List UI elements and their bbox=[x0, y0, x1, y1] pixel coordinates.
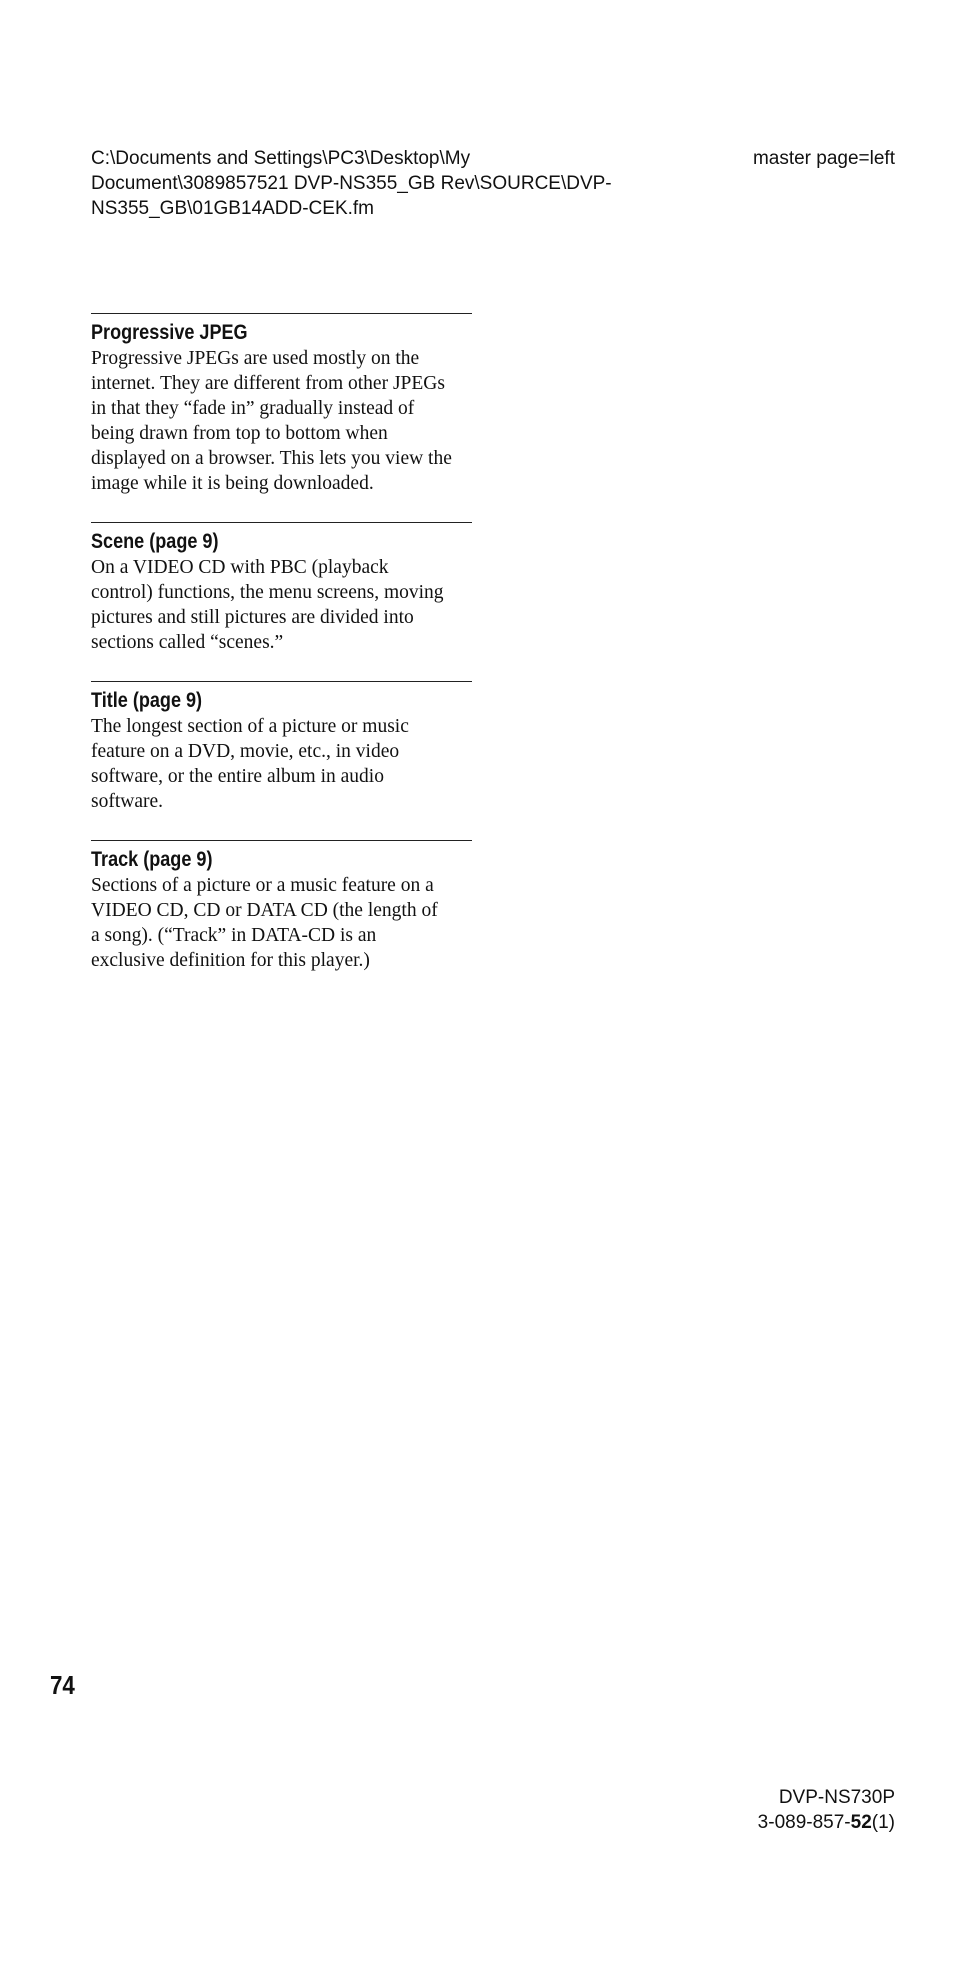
entry-line: Sections of a picture or a music feature on a bbox=[91, 875, 434, 896]
glossary-entry-track bbox=[91, 840, 472, 973]
entry-line: sections called “scenes.” bbox=[91, 632, 284, 653]
entry-line: being drawn from top to bottom when bbox=[91, 423, 388, 444]
entry-line: software. bbox=[91, 791, 164, 812]
entry-line: On a VIDEO CD with PBC (playback bbox=[91, 557, 389, 578]
entry-title: Scene (page 9) bbox=[91, 530, 219, 553]
entry-body bbox=[91, 346, 472, 496]
entry-title: Progressive JPEG bbox=[91, 321, 248, 344]
header-path-line: NS355_GB\01GB14ADD-CEK.fm bbox=[91, 198, 375, 219]
entry-line: displayed on a browser. This lets you view the bbox=[91, 448, 452, 469]
entry-body bbox=[91, 873, 472, 973]
header-file-path bbox=[91, 146, 651, 221]
footer-code-bold: 52 bbox=[850, 1812, 872, 1833]
entry-body bbox=[91, 714, 472, 814]
entry-line: pictures and still pictures are divided into bbox=[91, 607, 414, 628]
entry-line: VIDEO CD, CD or DATA CD (the length of bbox=[91, 900, 438, 921]
header-path-line: C:\Documents and Settings\PC3\Desktop\My bbox=[91, 148, 471, 169]
entry-body bbox=[91, 555, 472, 655]
footer-code-prefix: 3-089-857- bbox=[757, 1812, 851, 1833]
glossary-content bbox=[91, 313, 472, 999]
entry-line: software, or the entire album in audio bbox=[91, 766, 384, 787]
glossary-entry-title bbox=[91, 681, 472, 814]
entry-line: The longest section of a picture or music bbox=[91, 716, 409, 737]
entry-line: in that they “fade in” gradually instead of bbox=[91, 398, 415, 419]
entry-line: feature on a DVD, movie, etc., in video bbox=[91, 741, 400, 762]
header-path-line: Document\3089857521 DVP-NS355_GB Rev\SOURCE\DVP- bbox=[91, 173, 612, 194]
glossary-entry-scene bbox=[91, 522, 472, 655]
entry-line: Progressive JPEGs are used mostly on the bbox=[91, 348, 420, 369]
footer-model-info bbox=[758, 1785, 895, 1835]
entry-line: exclusive definition for this player.) bbox=[91, 950, 370, 971]
header-master-page: master page=left bbox=[752, 148, 895, 169]
entry-line: image while it is being downloaded. bbox=[91, 473, 374, 494]
glossary-entry-progressive-jpeg bbox=[91, 313, 472, 496]
entry-line: control) functions, the menu screens, moving bbox=[91, 582, 444, 603]
entry-line: a song). (“Track” in DATA-CD is an bbox=[91, 925, 377, 946]
entry-title: Title (page 9) bbox=[91, 689, 203, 712]
entry-title: Track (page 9) bbox=[91, 848, 213, 871]
footer-code bbox=[758, 1810, 895, 1835]
entry-line: internet. They are different from other JPEGs bbox=[91, 373, 445, 394]
footer-model: DVP-NS730P bbox=[778, 1787, 895, 1808]
footer-code-suffix: (1) bbox=[871, 1812, 895, 1833]
page-number: 74 bbox=[50, 1670, 75, 1700]
